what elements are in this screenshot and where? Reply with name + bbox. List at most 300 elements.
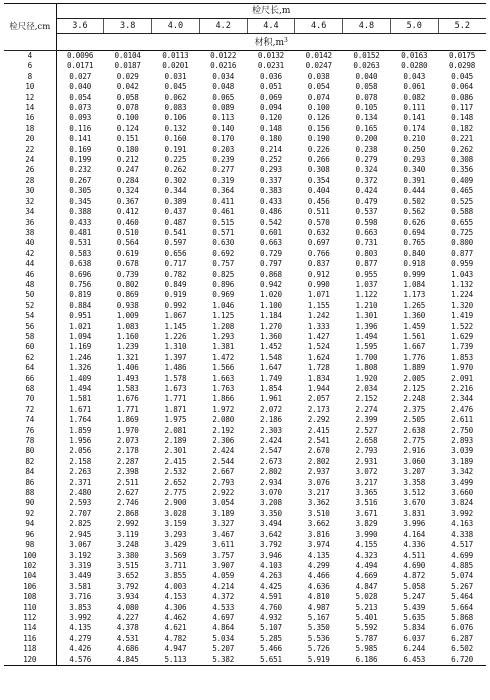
volume-cell: 4.699 [451,550,473,560]
volume-cell: 0.134 [355,113,378,123]
volume-cell: 1.494 [69,384,92,393]
volume-cell: 2.287 [116,456,139,466]
table-row [4,311,486,321]
table-row [4,415,486,425]
volume-cell: 5.074 [451,571,473,581]
table-row [4,592,486,602]
volume-cell: 5.985 [355,644,378,654]
diameter-cell: 108 [4,592,56,602]
volume-cell: 2.072 [260,404,282,414]
diameter-cell: 90 [4,498,56,508]
diameter-cell: 116 [4,634,56,644]
volume-cell: 0.0201 [162,61,189,71]
volume-cell: 5.401 [355,612,378,622]
volume-cell: 1.561 [403,331,426,341]
volume-cell: 5.382 [199,655,247,666]
volume-cell: 3.831 [403,508,426,518]
volume-cell: 0.678 [116,259,139,269]
volume-cell: 4.494 [355,560,378,570]
volume-cell: 4.517 [451,540,473,550]
volume-cell: 1.970 [116,425,139,435]
volume-cell: 1.764 [69,415,92,425]
volume-cell: 0.729 [260,248,282,258]
volume-cell: 0.105 [355,103,378,113]
volume-cell: 2.415 [164,456,187,466]
volume-cell: 1.671 [69,404,92,414]
volume-cell: 0.344 [164,186,187,196]
diameter-cell: 112 [4,613,56,623]
volume-cell: 2.868 [116,508,139,518]
length-col-header: 3.6 [56,19,104,34]
volume-cell: 0.619 [116,248,139,258]
volume-cell: 0.0247 [305,61,332,71]
volume-cell: 0.238 [355,144,378,154]
volume-cell: 3.611 [212,540,235,550]
volume-cell: 0.132 [164,123,187,133]
volume-cell: 5.350 [307,623,330,633]
diameter-cell: 22 [4,145,56,155]
volume-cell: 0.284 [116,175,139,185]
volume-cell: 0.626 [403,217,426,227]
volume-cell: 1.427 [307,331,330,341]
diameter-cell: 34 [4,207,56,217]
volume-cell: 1.301 [355,311,378,321]
diameter-cell: 88 [4,488,56,498]
volume-cell: 2.673 [260,456,282,466]
table-row [4,426,486,436]
diameter-cell: 68 [4,384,56,394]
volume-cell: 3.569 [164,550,187,560]
volume-cell: 4.864 [212,623,235,633]
volume-cell: 1.771 [164,394,187,404]
volume-cell: 0.040 [69,82,92,92]
volume-cell: 2.424 [260,436,282,446]
volume-cell: 0.383 [260,186,282,196]
volume-cell: 4.263 [260,571,282,581]
table-body [4,51,486,666]
volume-cell: 4.810 [307,592,330,602]
diameter-cell: 60 [4,342,56,352]
volume-cell: 3.319 [69,560,92,570]
volume-cell: 0.597 [164,238,187,248]
volume-cell: 6.453 [390,655,438,666]
table-row [4,61,486,71]
volume-cell: 4.299 [307,560,330,570]
volume-cell: 3.792 [116,581,139,591]
volume-cell: 5.834 [403,623,426,633]
volume-cell: 3.853 [69,602,92,612]
volume-cell: 0.663 [260,238,282,248]
table-row [4,519,486,529]
table-header [4,4,486,51]
volume-cell: 0.252 [260,155,282,165]
volume-cell: 3.362 [307,498,330,508]
diameter-cell: 8 [4,72,56,82]
volume-cell: 4.279 [69,633,92,643]
volume-cell: 4.163 [451,519,473,529]
volume-cell: 0.302 [164,175,187,185]
volume-cell: 2.667 [212,467,235,477]
diameter-cell: 26 [4,165,56,175]
volume-cell: 1.834 [307,373,330,383]
volume-cell: 0.250 [403,144,426,154]
diameter-cell: 74 [4,415,56,425]
volume-cell: 0.697 [307,238,330,248]
volume-cell: 0.165 [355,123,378,133]
volume-cell: 0.884 [69,300,92,310]
volume-cell: 3.711 [164,560,187,570]
volume-cell: 0.465 [451,186,473,196]
volume-cell: 3.907 [212,560,235,570]
volume-cell: 4.531 [116,633,139,643]
volume-cell: 4.576 [56,655,104,666]
diameter-cell: 76 [4,426,56,436]
volume-cell: 3.293 [164,529,187,539]
table-row [4,582,486,592]
volume-cell: 0.460 [116,217,139,227]
volume-cell: 5.635 [403,612,426,622]
volume-cell: 1.728 [307,363,330,373]
volume-cell: 5.247 [403,592,426,602]
volume-cell: 1.548 [260,352,282,362]
volume-cell: 0.757 [212,259,235,269]
table-row [4,488,486,498]
volume-cell: 4.686 [116,644,139,654]
volume-cell: 2.073 [116,436,139,446]
volume-cell: 4.621 [164,623,187,633]
volume-cell: 0.078 [116,103,139,113]
table-row [4,446,486,456]
volume-cell: 1.749 [260,373,282,383]
volume-cell: 3.671 [355,508,378,518]
volume-cell: 2.292 [307,415,330,425]
volume-cell: 1.084 [403,279,426,289]
volume-cell: 2.544 [212,456,235,466]
diameter-cell: 82 [4,457,56,467]
volume-cell: 4.591 [260,592,282,602]
volume-cell: 0.262 [164,165,187,175]
volume-cell: 2.775 [403,436,426,446]
volume-cell: 0.190 [307,134,330,144]
table-row [4,124,486,134]
volume-cell: 0.140 [212,123,235,133]
volume-cell: 0.061 [403,82,426,92]
volume-cell: 5.113 [152,655,200,666]
diameter-cell: 24 [4,155,56,165]
volume-cell: 1.321 [116,352,139,362]
volume-cell: 5.107 [260,623,282,633]
volume-cell: 0.266 [307,155,330,165]
table-row [4,238,486,248]
volume-cell: 0.444 [403,186,426,196]
volume-cell: 3.499 [451,477,473,487]
volume-cell: 0.100 [307,103,330,113]
volume-cell: 0.632 [307,227,330,237]
volume-cell: 1.739 [451,342,473,352]
table-row [4,498,486,508]
volume-cell: 2.707 [69,508,92,518]
volume-cell: 0.345 [69,196,92,206]
volume-cell: 3.365 [355,488,378,498]
volume-cell: 0.999 [403,269,426,279]
diameter-cell: 120 [4,655,56,666]
volume-cell: 4.378 [116,623,139,633]
volume-cell: 3.207 [403,467,426,477]
volume-cell: 2.793 [212,477,235,487]
volume-cell: 3.946 [260,550,282,560]
volume-cell: 0.040 [355,71,378,81]
volume-cell: 2.306 [212,436,235,446]
volume-cell: 3.660 [451,488,473,498]
volume-cell: 4.690 [403,560,426,570]
volume-cell: 1.160 [116,331,139,341]
volume-cell: 4.847 [355,581,378,591]
volume-cell: 3.974 [307,540,330,550]
volume-cell: 4.323 [355,550,378,560]
table-row [4,134,486,144]
volume-cell: 2.080 [212,415,235,425]
volume-cell: 3.757 [212,550,235,560]
volume-cell: 2.802 [307,456,330,466]
volume-cell: 0.531 [69,238,92,248]
volume-cell: 1.771 [116,404,139,414]
volume-cell: 4.872 [403,571,426,581]
volume-cell: 2.900 [164,498,187,508]
volume-cell: 0.0122 [210,51,237,60]
volume-cell: 2.802 [260,467,282,477]
diameter-cell: 92 [4,509,56,519]
volume-cell: 4.338 [451,529,473,539]
volume-cell: 4.885 [451,560,473,570]
table-row [4,436,486,446]
volume-cell: 1.459 [403,321,426,331]
diameter-cell: 106 [4,582,56,592]
table-row [4,509,486,519]
volume-cell: 5.285 [260,633,282,643]
diameter-cell: 12 [4,93,56,103]
volume-cell: 2.793 [355,446,378,456]
volume-cell: 2.216 [451,384,473,393]
volume-cell: 0.054 [307,82,330,92]
volume-cell: 3.510 [307,508,330,518]
table-row [4,51,486,62]
volume-cell: 0.694 [403,227,426,237]
volume-cell: 2.922 [212,488,235,498]
volume-cell: 2.916 [403,446,426,456]
volume-cell: 1.145 [164,321,187,331]
volume-cell: 0.0171 [67,61,94,71]
volume-cell: 0.802 [116,279,139,289]
volume-cell: 0.656 [164,248,187,258]
volume-cell: 0.537 [355,207,378,217]
volume-cell: 3.792 [260,540,282,550]
volume-cell: 2.825 [69,519,92,529]
length-col-header: 4.6 [295,19,343,34]
diameter-cell: 30 [4,186,56,196]
volume-cell: 0.0216 [210,61,237,71]
volume-cell: 1.494 [355,331,378,341]
volume-cell: 0.717 [164,259,187,269]
volume-cell: 0.481 [69,227,92,237]
volume-cell: 0.868 [260,269,282,279]
table-row [4,374,486,384]
volume-cell: 3.429 [164,540,187,550]
volume-cell: 1.242 [307,311,330,321]
volume-cell: 5.439 [403,602,426,612]
diameter-cell: 62 [4,353,56,363]
volume-cell: 0.182 [451,123,473,133]
volume-cell: 2.125 [403,384,426,393]
volume-cell: 0.849 [164,279,187,289]
volume-cell: 3.248 [116,540,139,550]
volume-cell: 3.342 [451,467,473,477]
volume-cell: 3.652 [116,571,139,581]
volume-cell: 3.060 [403,456,426,466]
diameter-cell: 28 [4,176,56,186]
table-row [4,363,486,373]
volume-cell: 4.155 [355,540,378,550]
volume-cell: 3.358 [403,477,426,487]
volume-cell: 1.046 [212,300,235,310]
table-row [4,551,486,561]
volume-cell: 1.522 [451,321,473,331]
volume-cell: 1.409 [69,373,92,383]
volume-cell: 0.739 [116,269,139,279]
volume-cell: 3.581 [69,581,92,591]
volume-cell: 0.354 [307,175,330,185]
volume-cell: 0.990 [307,279,330,289]
volume-cell: 0.065 [212,92,235,102]
volume-cell: 0.191 [164,144,187,154]
volume-cell: 3.072 [355,467,378,477]
volume-cell: 0.100 [116,113,139,123]
volume-cell: 0.479 [355,196,378,206]
volume-cell: 4.103 [260,560,282,570]
volume-cell: 3.516 [355,498,378,508]
volume-cell: 1.122 [355,290,378,300]
diameter-cell: 52 [4,301,56,311]
volume-cell: 2.505 [403,415,426,425]
volume-cell: 1.381 [212,342,235,352]
volume-cell: 2.893 [451,436,473,446]
volume-cell: 0.078 [355,92,378,102]
table-row [4,72,486,82]
volume-cell: 2.005 [403,373,426,383]
volume-cell: 1.854 [260,384,282,393]
volume-cell: 3.380 [116,550,139,560]
volume-cell: 1.629 [451,331,473,341]
volume-cell: 4.135 [307,550,330,560]
volume-cell: 3.217 [355,477,378,487]
volume-cell: 0.0096 [67,51,94,60]
volume-cell: 4.153 [164,592,187,602]
volume-cell: 2.178 [116,446,139,456]
volume-cell: 1.524 [307,342,330,352]
volume-cell: 1.009 [116,311,139,321]
volume-cell: 0.324 [355,165,378,175]
volume-cell: 0.0163 [401,51,428,60]
volume-cell: 0.959 [451,259,473,269]
diameter-cell: 44 [4,259,56,269]
diameter-cell: 6 [4,61,56,71]
table-row [4,155,486,165]
volume-cell: 5.207 [212,644,235,654]
volume-cell: 0.542 [260,217,282,227]
volume-cell: 1.961 [260,394,282,404]
volume-cell: 0.598 [355,217,378,227]
volume-cell: 1.293 [212,331,235,341]
volume-cell: 3.067 [69,540,92,550]
volume-cell: 4.760 [260,602,282,612]
diameter-cell: 50 [4,290,56,300]
volume-cell: 5.726 [307,644,330,654]
volume-cell: 1.043 [451,269,473,279]
volume-cell: 0.525 [451,196,473,206]
volume-cell: 2.057 [307,394,330,404]
volume-cell: 2.375 [403,404,426,414]
volume-cell: 0.036 [260,71,282,81]
volume-cell: 6.037 [403,633,426,643]
volume-cell: 0.0280 [401,61,428,71]
volume-cell: 1.224 [451,290,473,300]
volume-cell: 0.058 [355,82,378,92]
volume-cell: 0.094 [260,103,282,113]
volume-cell: 2.775 [164,488,187,498]
volume-cell: 2.189 [164,436,187,446]
volume-cell: 2.192 [212,425,235,435]
volume-cell: 1.184 [260,311,282,321]
volume-cell: 0.086 [451,92,473,102]
diameter-cell: 64 [4,363,56,373]
volume-cell: 0.073 [69,103,92,113]
volume-cell: 0.638 [69,259,92,269]
volume-cell: 2.301 [164,446,187,456]
volume-cell: 0.048 [212,82,235,92]
volume-cell: 0.919 [164,290,187,300]
volume-cell: 1.472 [212,352,235,362]
table-row [4,332,486,342]
length-col-header: 3.8 [104,19,152,34]
volume-cell: 2.480 [69,488,92,498]
volume-cell: 4.782 [164,633,187,643]
volume-cell: 0.106 [164,113,187,123]
volume-cell: 1.808 [355,363,378,373]
table-row [4,457,486,467]
volume-cell: 2.937 [307,467,330,477]
volume-cell: 1.360 [403,311,426,321]
volume-cell: 0.169 [69,144,92,154]
volume-cell: 0.267 [69,175,92,185]
table-row [4,478,486,488]
table-row [4,623,486,633]
volume-cell: 0.797 [260,259,282,269]
volume-cell: 0.203 [212,144,235,154]
volume-cell: 0.411 [212,196,235,206]
volume-cell: 4.164 [403,529,426,539]
diameter-cell: 98 [4,540,56,550]
volume-cell: 0.174 [403,123,426,133]
volume-cell: 1.083 [116,321,139,331]
volume-cell: 3.996 [403,519,426,529]
volume-cell: 0.969 [212,290,235,300]
volume-cell: 0.180 [116,144,139,154]
volume-cell: 0.180 [260,134,282,144]
volume-cell: 0.731 [355,238,378,248]
volume-cell: 0.069 [260,92,282,102]
volume-cell: 3.449 [69,571,92,581]
table-row [4,301,486,311]
volume-cell: 0.840 [403,248,426,258]
